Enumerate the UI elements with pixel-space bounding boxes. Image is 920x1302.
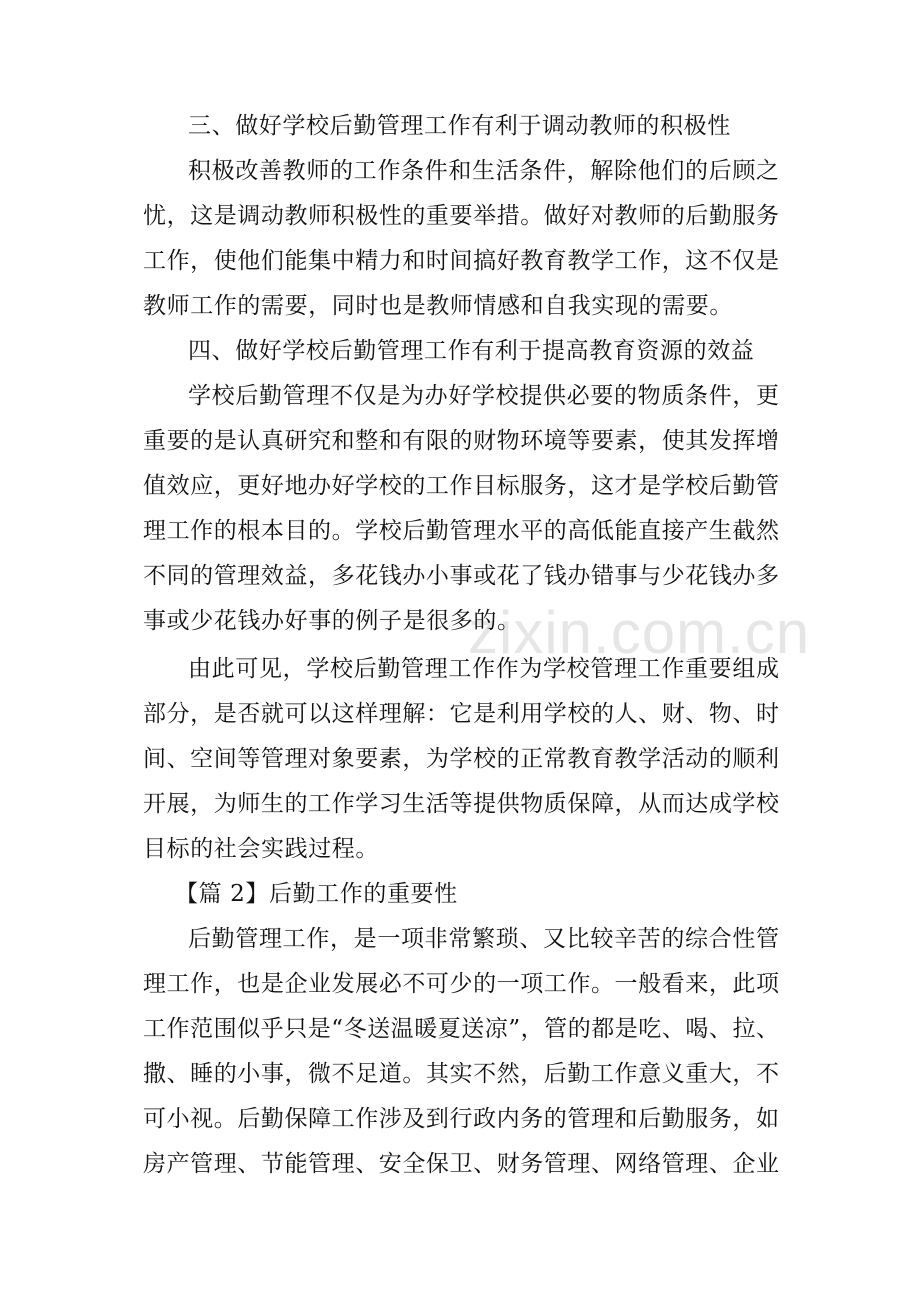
text-line: 重要的是认真研究和整和有限的财物环境等要素，使其发挥增 [143,428,779,454]
text-line: 不同的管理效益，多花钱办小事或花了钱办错事与少花钱办多 [143,563,779,589]
text-line: 工作，使他们能集中精力和时间搞好教育教学工作，这不仅是 [143,248,779,274]
text-line: 工作范围似乎只是“冬送温暖夏送凉”，管的都是吃、喝、拉、 [143,1016,779,1042]
text-line: 积极改善教师的工作条件和生活条件，解除他们的后顾之 [188,158,779,184]
document-page [143,104,779,1187]
text-line: 目标的社会实践过程。 [143,836,379,862]
heading-line: 四、做好学校后勤管理工作有利于提高教育资源的效益 [188,338,755,364]
heading-line: 三、做好学校后勤管理工作有利于调动教师的积极性 [188,113,731,139]
text-line: 可小视。后勤保障工作涉及到行政内务的管理和后勤服务，如 [143,1106,779,1132]
text-line: 部分，是否就可以这样理解：它是利用学校的人、财、物、时 [143,701,779,727]
text-line: 事或少花钱办好事的例子是很多的。 [143,608,521,634]
watermark: zixin.com.cn [468,599,811,666]
text-line: 后勤管理工作，是一项非常繁琐、又比较辛苦的综合性管 [188,926,779,952]
heading-line: 【篇 2】后勤工作的重要性 [175,881,458,907]
paragraph [143,647,779,872]
text-line: 撒、睡的小事，微不足道。其实不然，后勤工作意义重大，不 [143,1061,779,1087]
text-line: 间、空间等管理对象要素，为学校的正常教育教学活动的顺利 [143,746,779,772]
paragraph [143,917,779,1187]
paragraph [143,374,779,644]
text-line: 学校后勤管理不仅是为办好学校提供必要的物质条件，更 [188,383,779,409]
article-heading [143,872,779,917]
text-line: 开展，为师生的工作学习生活等提供物质保障，从而达成学校 [143,791,779,817]
text-line: 教师工作的需要，同时也是教师情感和自我实现的需要。 [143,293,733,319]
text-line: 值效应，更好地办好学校的工作目标服务，这才是学校后勤管 [143,473,779,499]
paragraph [143,149,779,329]
text-line: 由此可见，学校后勤管理工作作为学校管理工作重要组成 [188,656,779,682]
text-line: 理工作的根本目的。学校后勤管理水平的高低能直接产生截然 [143,518,779,544]
section-heading-4 [143,329,779,374]
section-heading-3 [143,104,779,149]
text-line: 理工作，也是企业发展必不可少的一项工作。一般看来，此项 [143,971,779,997]
text-line: 房产管理、节能管理、安全保卫、财务管理、网络管理、企业 [143,1151,779,1177]
text-line: 忧，这是调动教师积极性的重要举措。做好对教师的后勤服务 [143,203,779,229]
